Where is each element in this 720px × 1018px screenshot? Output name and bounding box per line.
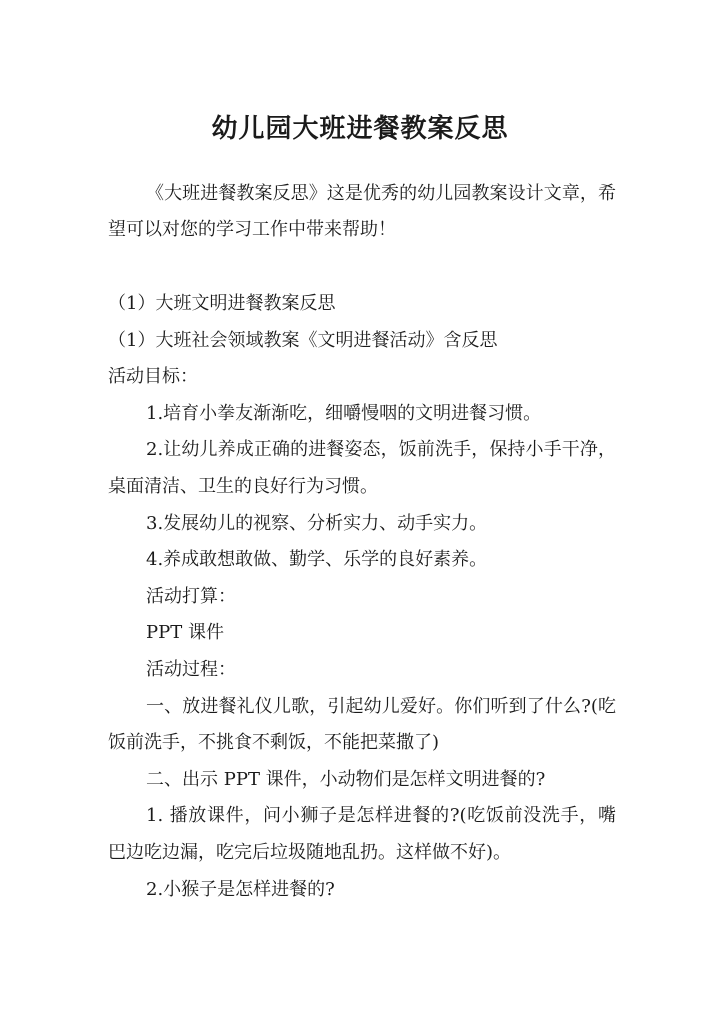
intro-block [108,176,616,248]
objectives-label: 活动目标： [108,366,198,388]
intro-paragraph: 《大班进餐教案反思》这是优秀的幼儿园教案设计文章，希望可以对您的学习工作中带来帮助！ [108,183,616,240]
process-step: 二、出示 PPT 课件，小动物们是怎样文明进餐的? [146,768,546,790]
section-heading: （1）大班文明进餐教案反思 [108,293,336,314]
process-label: 活动过程： [146,658,236,680]
content-block [108,286,616,908]
objective-item: 4.养成敢想敢做、勤学、乐学的良好素养。 [146,549,488,571]
document-title: 幼儿园大班进餐教案反思 [211,114,509,144]
objective-item: 3.发展幼儿的视察、分析实力、动手实力。 [146,512,488,534]
objective-item: 1.培育小拳友渐渐吃，细嚼慢咽的文明进餐习惯。 [146,402,542,424]
preparation-item: PPT 课件 [146,622,224,644]
process-step: 一、放进餐礼仪儿歌，引起幼儿爱好。你们听到了什么?(吃饭前洗手，不挑食不剩饭，不能把菜撒了) [108,695,616,754]
lesson-heading: （1）大班社会领域教案《文明进餐活动》含反思 [108,329,498,351]
process-substep: 2.小猴子是怎样进餐的? [146,878,335,900]
process-substep: 1. 播放课件，问小狮子是怎样进餐的?(吃饭前没洗手，嘴巴边吃边漏，吃完后垃圾随地乱扔。这样做不好)。 [108,805,616,863]
objective-item: 2.让幼儿养成正确的进餐姿态，饭前洗手，保持小手干净，桌面清洁、卫生的良好行为习惯。 [108,439,616,497]
preparation-label: 活动打算： [146,585,236,607]
